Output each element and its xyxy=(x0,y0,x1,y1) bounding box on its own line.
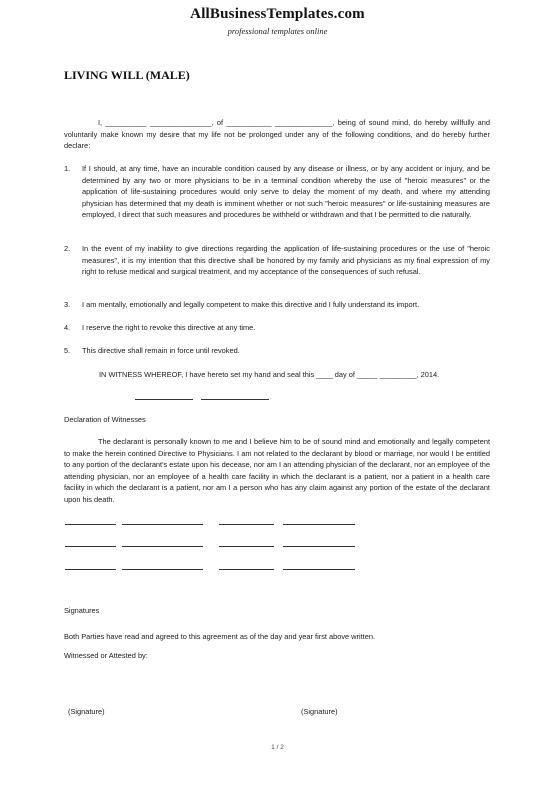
intro-paragraph: I, __________ _______________, of ___________ ______________, being of sound mind, do hereby willfully and voluntarily make known my desire that my life not be prolonged under any of the following conditions, and do hereby further declare: xyxy=(64,118,490,150)
clause-text: This directive shall remain in force until revoked. xyxy=(82,346,240,355)
brand-tagline: professional templates online xyxy=(227,26,328,36)
declaration-heading: Declaration of Witnesses xyxy=(64,415,146,424)
clause-number: 2. xyxy=(64,244,71,253)
clause-2 xyxy=(64,243,490,278)
clause-number: 5. xyxy=(64,346,71,355)
seal-signature-line xyxy=(201,399,269,400)
witness-1-name-line xyxy=(122,524,203,525)
clause-3 xyxy=(64,299,490,311)
witness-3-name-line xyxy=(122,569,203,570)
signatures-heading: Signatures xyxy=(64,606,100,615)
clause-4 xyxy=(64,322,490,334)
page-number: 1 / 2 xyxy=(271,744,284,751)
witness-3-address-line xyxy=(283,569,355,570)
document-title: LIVING WILL (MALE) xyxy=(64,68,190,82)
witness-whereof-line: IN WITNESS WHEREOF, I have hereto set my hand and seal this ____ day of _____ _________, 2014. xyxy=(99,370,440,379)
clause-number: 4. xyxy=(64,323,71,332)
clause-text: In the event of my inability to give directions regarding the application of life-sustaining procedures or the use of "heroic measures", it is my intention that this directive shall be honored by my family and physicians as my final expression of my right to refuse medical and surgical treatment, and my acceptance of the consequences of such refusal. xyxy=(82,244,490,276)
agreement-text: Both Parties have read and agreed to this agreement as of the day and year first above written. xyxy=(64,632,376,641)
witness-3-address-line xyxy=(219,569,274,570)
clause-number: 1. xyxy=(64,164,71,173)
witness-3-name-line xyxy=(65,569,116,570)
witness-2-name-line xyxy=(65,546,116,547)
witness-1-address-line xyxy=(219,524,274,525)
witness-2-address-line xyxy=(219,546,274,547)
clause-1 xyxy=(64,163,490,221)
witness-1-address-line xyxy=(283,524,355,525)
clause-number: 3. xyxy=(64,300,71,309)
witness-1-name-line xyxy=(65,524,116,525)
seal-signature-line xyxy=(135,399,193,400)
clause-text: I reserve the right to revoke this directive at any time. xyxy=(82,323,256,332)
site-header xyxy=(0,6,555,36)
clause-text: I am mentally, emotionally and legally competent to make this directive and I fully understand its import. xyxy=(82,300,420,309)
clause-text: If I should, at any time, have an incurable condition caused by any disease or illness, or by any accident or injury, and be determined by any two or more physicians to be in a terminal condition whereby the use of "heroic measures" or the application of life-sustaining procedures would only serve to delay the moment of my death, and where my attending physician has determined that my death is imminent whether or not such "heroic measures" or life-sustaining measures are employed, I direct that such measures and procedures be withheld or withdrawn and that I be permitted to die naturally. xyxy=(82,164,490,219)
signature-label-left: (Signature) xyxy=(68,707,105,716)
brand-name: AllBusinessTemplates.com xyxy=(190,6,365,22)
witness-2-address-line xyxy=(283,546,355,547)
declaration-paragraph: The declarant is personally known to me and I believe him to be of sound mind and emotionally and legally competent to make the herein contined Directive to Physicians. I am not related to the declarant by blood or marriage, nor would I be entitled to any portion of the declarant's estate upon his decease, nor am I an attending physician of the declarant, nor an employee of the attending physician, nor an employee of a health care facility in which the declarant is a patient, nor a patient in a health care facility in which the declarant is a patient, nor am I a person who has any claim against any portion of the estate of the declarant upon his death. xyxy=(64,437,490,504)
clause-5 xyxy=(64,345,490,357)
signature-label-right: (Signature) xyxy=(301,707,338,716)
witnessed-label: Witnessed or Attested by: xyxy=(64,651,148,660)
witness-2-name-line xyxy=(122,546,203,547)
